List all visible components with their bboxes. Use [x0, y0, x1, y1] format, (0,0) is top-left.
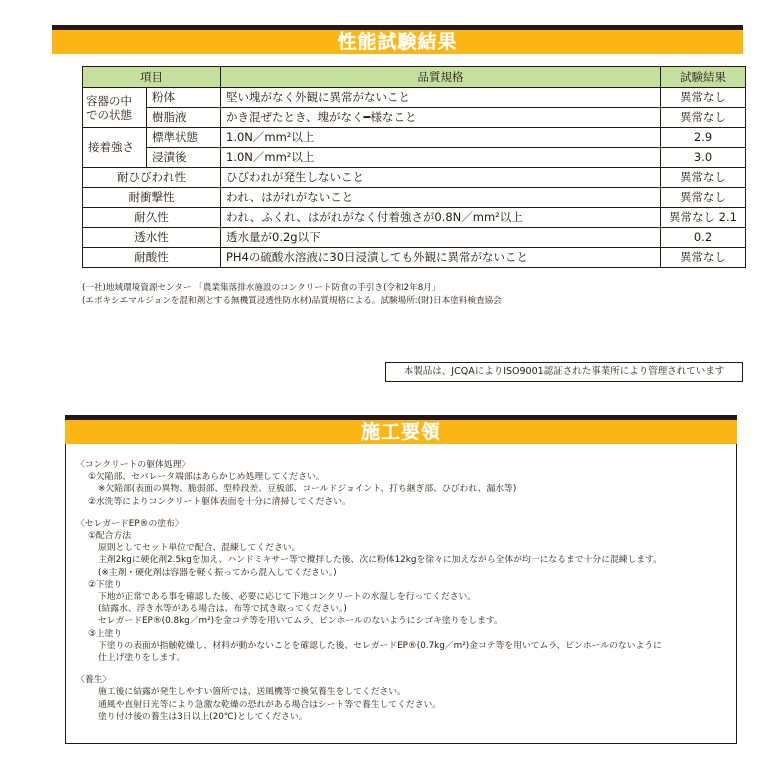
group-adhesion: 接着強さ	[83, 128, 147, 168]
item-cell: 耐酸性	[83, 248, 221, 268]
item-cell: 耐衝撃性	[83, 188, 221, 208]
procedure-line: 下塗りの表面が指触乾燥し、材料が動かないことを確認した後、セレガードEP®(0.7kg／m²)金コテ等を用いてムラ、ピンホールのないように	[98, 640, 662, 651]
sub-item: 標準状態	[147, 128, 221, 148]
procedure-box	[65, 415, 737, 744]
procedure-line: 塗り付け後の養生は3日以上(20℃)としてください。	[98, 711, 308, 722]
section-heading: 〈セレガードEP®の塗布〉	[76, 518, 184, 529]
item-cell: 透水性	[83, 228, 221, 248]
sub-item: 樹脂液	[147, 108, 221, 128]
table-row	[83, 168, 746, 188]
procedure-line: ※欠陥部(表面の異物、脆弱部、型枠段差、豆板部、コールドジョイント、打ち継ぎ部、ひびわれ、漏水等)	[98, 484, 517, 495]
procedure-line: ①配合方法	[88, 531, 132, 542]
header-result: 試験結果	[661, 67, 746, 88]
procedure-line: セレガードEP®(0.8kg／m²)を金コテ等を用いてムラ、ピンホールのないようにシゴキ塗りをします。	[98, 616, 503, 627]
item-cell: 耐ひびわれ性	[83, 168, 221, 188]
group-container-state: 容器の中 での状態	[83, 88, 147, 128]
table-row	[83, 188, 746, 208]
table-row	[83, 208, 746, 228]
spec-cell: われ、はがれがないこと	[221, 188, 661, 208]
table-row	[83, 228, 746, 248]
procedure-content	[76, 459, 662, 723]
table-row	[83, 108, 746, 128]
spec-cell: 透水量が0.2g以下	[221, 228, 661, 248]
spec-cell: 堅い塊がなく外観に異常がないこと	[221, 88, 661, 108]
header-spec: 品質規格	[221, 67, 661, 88]
procedure-line: ③上塗り	[88, 628, 123, 639]
result-cell: 異常なし	[661, 248, 746, 268]
result-cell: 異常なし 2.1	[661, 208, 746, 228]
table-row	[83, 148, 746, 168]
result-cell: 異常なし	[661, 88, 746, 108]
spec-cell: 1.0N／mm²以上	[221, 148, 661, 168]
procedure-line: ②下塗り	[88, 579, 123, 590]
sub-item: 浸漬後	[147, 148, 221, 168]
result-cell: 異常なし	[661, 108, 746, 128]
source-notes	[82, 282, 502, 308]
spec-cell: ひびわれが発生しないこと	[221, 168, 661, 188]
section-heading: 〈コンクリートの躯体処理〉	[76, 460, 191, 470]
procedure-line: 下地が正常である事を確認した後、必要に応じて下地コンクリートの水湿しを行ってください。	[98, 592, 477, 603]
result-cell: 3.0	[661, 148, 746, 168]
procedure-line: ②水洗等によりコンクリート躯体表面を十分に清掃してください。	[88, 496, 351, 507]
source-note: (エポキシエマルジョンを混和剤とする無機質浸透性防水材)品質規格による。試験場所:(財)日本塗料検査協会	[82, 296, 502, 306]
result-cell: 異常なし	[661, 188, 746, 208]
performance-title: 性能試験結果	[337, 31, 458, 53]
item-cell: 耐久性	[83, 208, 221, 228]
procedure-line: 仕上げ塗りをします。	[98, 653, 186, 664]
iso-certification-box: 本製品は、JCQAによりISO9001認証された事業所により管理されています	[385, 362, 743, 382]
procedure-line: ①欠陥部、セパレータ端部はあらかじめ処理してください。	[88, 472, 325, 483]
table-row	[83, 128, 746, 148]
spec-cell: 1.0N／mm²以上	[221, 128, 661, 148]
sub-item: 粉体	[147, 88, 221, 108]
spec-cell: われ、ふくれ、はがれがなく付着強さが0.8N／mm²以上	[221, 208, 661, 228]
procedure-line: (結露水、浮き水等がある場合は、布等で拭き取ってください。)	[98, 604, 347, 615]
spec-cell: PH4の硫酸水溶液に30日浸漬しても外観に異常がないこと	[221, 248, 661, 268]
spec-cell: かき混ぜたとき、塊がなく━様なこと	[221, 108, 661, 128]
performance-title-banner	[52, 25, 743, 54]
result-cell: 0.2	[661, 228, 746, 248]
performance-table	[82, 66, 746, 268]
table-header-row	[83, 67, 746, 88]
result-cell: 異常なし	[661, 168, 746, 188]
procedure-line: (※主剤・硬化剤は容器を軽く振ってから混入してください。)	[98, 567, 337, 578]
procedure-line: 主剤2kgに硬化剤2.5kgを加え、ハンドミキサー等で攪拌した後、次に粉体12kgを徐々に加えながら全体が均一になるまで十分に混練します。	[98, 555, 663, 566]
procedure-line: 原則としてセット単位で配合、混練してください。	[98, 543, 301, 554]
source-note: (一社)地域環境資源センター 「農業集落排水施設のコンクリート防食の手引き(令和2年8月」	[82, 283, 441, 293]
header-item: 項目	[83, 67, 221, 88]
procedure-title-banner	[65, 415, 737, 444]
result-cell: 2.9	[661, 128, 746, 148]
section-heading: 〈養生〉	[76, 675, 112, 686]
procedure-title: 施工要領	[360, 421, 441, 443]
procedure-line: 通風や直射日光等により急激な乾燥の恐れがある場合はシート等で養生してください。	[98, 699, 442, 710]
table-row	[83, 248, 746, 268]
table-row	[83, 88, 746, 108]
procedure-line: 施工後に結露が発生しやすい箇所では、送風機等で換気養生をしてください。	[98, 687, 406, 698]
